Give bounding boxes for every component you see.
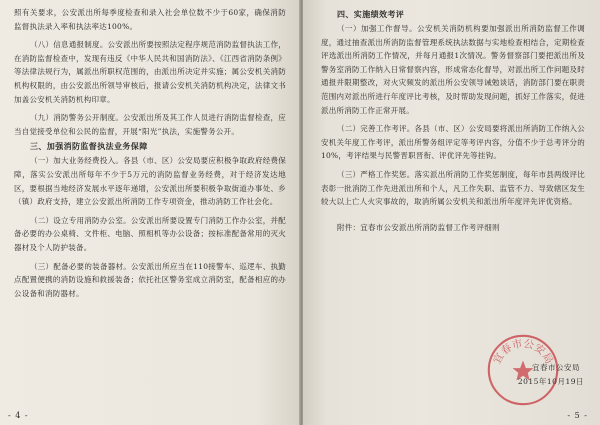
paragraph-office: （二）设立专用消防办公室。公安派出所要设置专门消防工作办公室，并配备必要的办公桌椅、文件柜、电脑、照相机等办公设备；按标准配备常用的灭火器材及个人防护装备。 (14, 215, 286, 252)
paragraph-continued: 照有关要求，公安派出所每季度检查和录入社会单位数不少于60家，确保消防监督执法录入率和执法率达100%。 (14, 8, 286, 31)
paragraph-police-disclosure: （九）消防警务公开制度。公安派出所及其工作人员进行消防监督检查，应当自觉接受单位和公民的监督，开展“阳光”执法，实施警务公开。 (14, 113, 286, 136)
paragraph-rewards: （三）严格工作奖惩。落实派出所消防工作奖惩制度，每年市县两级评比表彰一批消防工作先进派出所和个人，凡工作失职、监管不力、导致辖区发生较大以上亡人火灾事故的，取消所属公安机关和派出所年度评先评优资格。 (321, 169, 585, 207)
signature-org: 宜春市公安局 (532, 363, 580, 372)
paragraph-supervision: （一）加强工作督导。公安机关消防机构要加强派出所消防监督工作调度，通过抽查派出所消防监督管理系统执法数据与实地检查相结合，定期检查评选派出所消防工作情况，并每月通报1次情况。警务督察部门要把派出所及警务室消防工作纳入日常督察内容，形成常态化督导，对派出所工作问题及时通报并限期整改，对火灾频发的派出所公安领导诫勉谈话，消防部门要在职责范围内对派出所进行年度评比考核，及时帮助发现问题，抓好工作落实，促进派出所消防工作正常开展。 (321, 24, 585, 115)
signature-date: 2015年10月19日 (517, 377, 584, 386)
paragraph-info-report: （八）信息通报制度。公安派出所要按照法定程序规范消防监督执法工作，在消防监督检查中，发现有违反《中华人民共和国消防法》、《江西省消防条例》等法律法规行为，属派出所职权范围的，由派出所决定并实施；属公安机关消防机构权限的，由公安派出所领导审核后，报请公安机关消防机构决定，法律文书加盖公安机关消防机构印章。 (14, 40, 286, 104)
page-number-right: - 5 - (567, 411, 588, 420)
right-page (303, 0, 600, 425)
left-page-content (14, 6, 286, 300)
section-heading-3: 三、加强消防监督执法业务保障 (30, 141, 148, 152)
section-heading-4: 四、实施绩效考评 (337, 9, 405, 19)
paragraph-funding: （一）加大业务经费投入。各县（市、区）公安局要应积极争取政府经费保障，落实公安派出所每年不少于5万元的消防监督业务经费，对于经济发达地区，要根据当地经济发展水平逐年递增，公安派出所要积极争取街道办事处、乡（镇）政府支持，建立公安派出所消防工作专项资金，推动消防工作社会化。 (14, 156, 286, 207)
paragraph-evaluation: （二）完善工作考评。各县（市、区）公安局要将派出所消防工作纳入公安机关年度工作考评，派出所警务组评定等考评内容，分值不少于总考评分的10%，考评结果与民警晋职晋衔、评优评先等挂钩。 (321, 124, 585, 161)
right-page-content (321, 6, 585, 234)
attachment-note: 附件：宜春市公安派出所消防监督工作考评细则 (337, 222, 500, 232)
page-number-left: - 4 - (8, 411, 29, 420)
stamp-text: 宜春市公安局 (490, 337, 556, 366)
paragraph-equipment: （三）配备必要的装备器材。公安派出所应当在110接警车、巡逻车、执勤点配置便携的消防设施和救援装备；依托社区警务室成立消防室，配备相应的办公设备和消防器材。 (14, 261, 286, 298)
